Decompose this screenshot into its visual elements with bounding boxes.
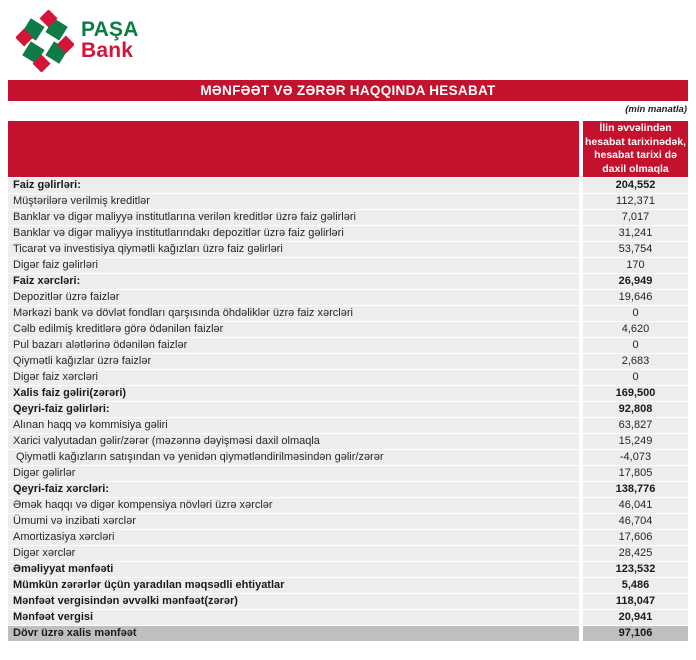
row-label: Alınan haqq və kommisiya gəliri [8, 418, 579, 433]
row-value: 53,754 [583, 242, 688, 257]
unit-note: (min manatla) [625, 104, 687, 115]
row-value: 123,532 [583, 562, 688, 577]
row-value: 118,047 [583, 594, 688, 609]
row-label: Digər gəlirlər [8, 466, 579, 481]
row-value: 19,646 [583, 290, 688, 305]
table-row [8, 434, 688, 449]
table-row [8, 546, 688, 561]
row-value: 5,486 [583, 578, 688, 593]
row-label: Depozitlər üzrə faizlər [8, 290, 579, 305]
row-value: 2,683 [583, 354, 688, 369]
table-row [8, 210, 688, 225]
row-label: Mümkün zərərlər üçün yaradılan məqsədli ehtiyatlar [8, 578, 579, 593]
row-label: Banklar və digər maliyyə institutlarına verilən kreditlər üzrə faiz gəlirləri [8, 210, 579, 225]
row-value: 0 [583, 370, 688, 385]
table-row [8, 530, 688, 545]
table-row [8, 242, 688, 257]
row-value: 17,606 [583, 530, 688, 545]
row-value: 0 [583, 338, 688, 353]
row-label: Qiymətli kağızlar üzrə faizlər [8, 354, 579, 369]
row-value: 204,552 [583, 178, 688, 193]
row-value: 97,106 [583, 626, 688, 641]
row-value: 63,827 [583, 418, 688, 433]
row-label: Müştərilərə verilmiş kreditlər [8, 194, 579, 209]
row-label: Pul bazarı alətlərinə ödənilən faizlər [8, 338, 579, 353]
brand-wordmark [81, 20, 139, 61]
table-row [8, 226, 688, 241]
row-value: 7,017 [583, 210, 688, 225]
row-value: 138,776 [583, 482, 688, 497]
row-label: Ümumi və inzibati xərclər [8, 514, 579, 529]
row-value: 46,704 [583, 514, 688, 529]
row-label: Dövr üzrə xalis mənfəət [8, 626, 579, 641]
row-value: 92,808 [583, 402, 688, 417]
row-value: 170 [583, 258, 688, 273]
brand-name-top: PAŞA [81, 18, 139, 42]
table-row [8, 194, 688, 209]
row-value: 17,805 [583, 466, 688, 481]
table-body [8, 178, 688, 641]
row-label: Digər faiz xərcləri [8, 370, 579, 385]
pasha-bank-logo-icon [16, 10, 74, 72]
row-value: 26,949 [583, 274, 688, 289]
row-value: -4,073 [583, 450, 688, 465]
row-value: 4,620 [583, 322, 688, 337]
row-label: Ticarət və investisiya qiymətli kağızları üzrə faiz gəlirləri [8, 242, 579, 257]
table-row [8, 258, 688, 273]
row-value: 112,371 [583, 194, 688, 209]
table-row [8, 578, 688, 593]
table-row [8, 594, 688, 609]
row-label: Faiz gəlirləri: [8, 178, 579, 193]
table-row [8, 306, 688, 321]
brand [16, 10, 139, 72]
table-row [8, 482, 688, 497]
table-row [8, 290, 688, 305]
table-row [8, 626, 688, 641]
row-label: Qiymətli kağızların satışından və yenidən qiymətləndirilməsindən gəlir/zərər [8, 450, 579, 465]
table-row [8, 354, 688, 369]
table-row [8, 418, 688, 433]
table-row [8, 562, 688, 577]
table-header-row [8, 121, 688, 177]
table-header-spacer [8, 121, 579, 177]
table-row [8, 274, 688, 289]
row-value: 20,941 [583, 610, 688, 625]
row-label: Qeyri-faiz gəlirləri: [8, 402, 579, 417]
row-value: 0 [583, 306, 688, 321]
table-row [8, 370, 688, 385]
table-row [8, 514, 688, 529]
row-label: Əmək haqqı və digər kompensiya növləri üzrə xərclər [8, 498, 579, 513]
table-row [8, 498, 688, 513]
value-column-header: İlin əvvəlindən hesabat tarixinədək, hesabat tarixi də daxil olmaqla [583, 121, 688, 177]
profit-loss-table [8, 121, 688, 642]
row-value: 169,500 [583, 386, 688, 401]
table-row [8, 322, 688, 337]
row-value: 31,241 [583, 226, 688, 241]
row-label: Əməliyyat mənfəəti [8, 562, 579, 577]
report-title: MƏNFƏƏT VƏ ZƏRƏR HAQQINDA HESABAT [8, 80, 688, 101]
row-value: 28,425 [583, 546, 688, 561]
row-label: Digər xərclər [8, 546, 579, 561]
row-label: Xarici valyutadan gəlir/zərər (məzənnə dəyişməsi daxil olmaqla [8, 434, 579, 449]
table-row [8, 386, 688, 401]
table-row [8, 610, 688, 625]
table-row [8, 338, 688, 353]
table-row [8, 402, 688, 417]
table-row [8, 450, 688, 465]
row-label: Mənfəət vergisi [8, 610, 579, 625]
row-label: Qeyri-faiz xərcləri: [8, 482, 579, 497]
row-label: Mərkəzi bank və dövlət fondları qarşısında öhdəliklər üzrə faiz xərcləri [8, 306, 579, 321]
row-label: Cəlb edilmiş kreditlərə görə ödənilən faizlər [8, 322, 579, 337]
row-label: Amortizasiya xərcləri [8, 530, 579, 545]
row-label: Mənfəət vergisindən əvvəlki mənfəət(zərər) [8, 594, 579, 609]
row-label: Banklar və digər maliyyə institutlarındakı depozitlər üzrə faiz gəlirləri [8, 226, 579, 241]
row-label: Digər faiz gəlirləri [8, 258, 579, 273]
row-label: Xalis faiz gəliri(zərəri) [8, 386, 579, 401]
row-value: 46,041 [583, 498, 688, 513]
brand-name-bottom: Bank [81, 39, 134, 62]
table-row [8, 466, 688, 481]
row-value: 15,249 [583, 434, 688, 449]
table-row [8, 178, 688, 193]
row-label: Faiz xərcləri: [8, 274, 579, 289]
